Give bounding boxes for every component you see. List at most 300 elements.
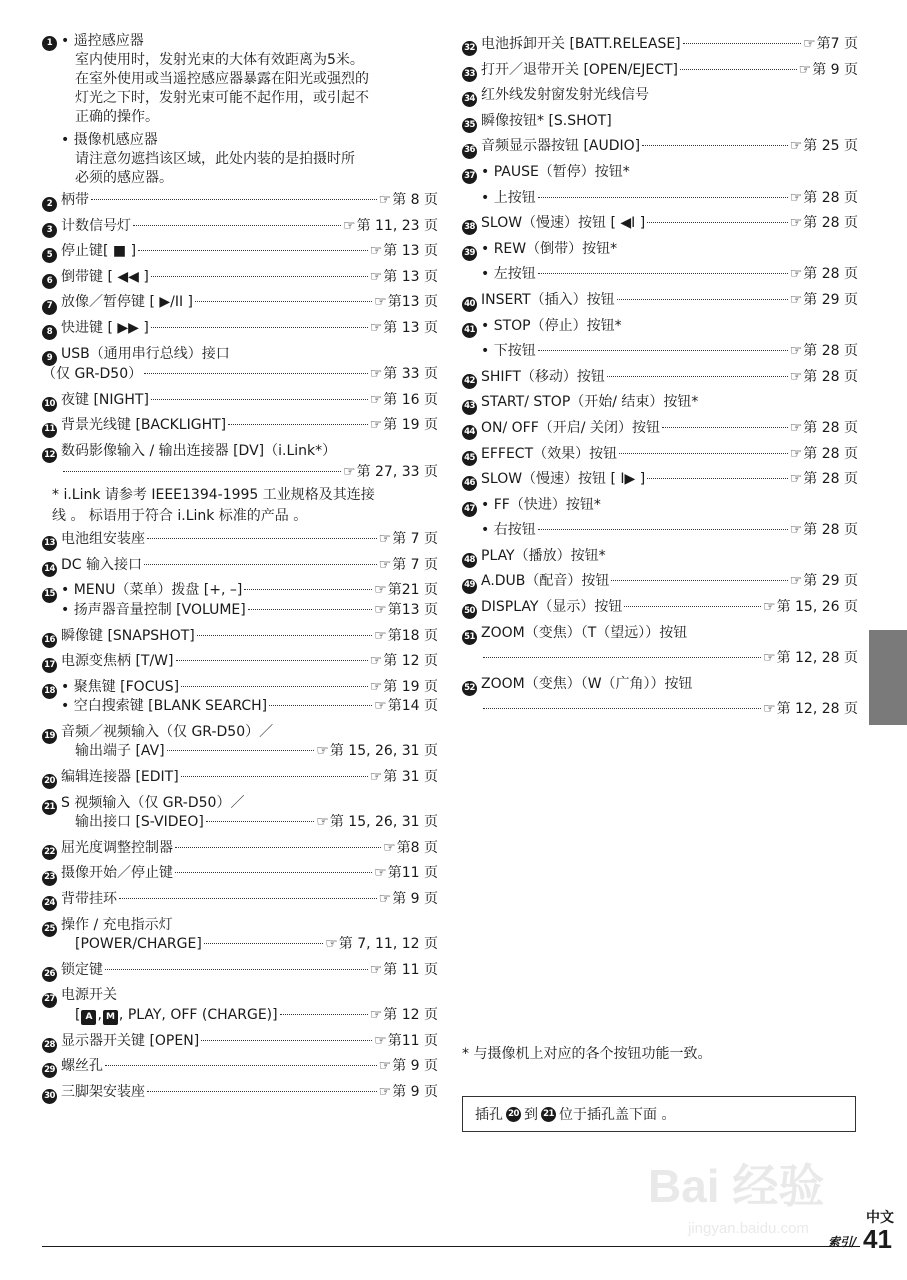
leader-dots: [91, 198, 377, 200]
page-ref: 第 11 页: [383, 961, 438, 978]
pointing-hand-icon: ☞: [378, 531, 392, 548]
entry-14: [42, 553, 438, 579]
pointing-hand-icon: ☞: [789, 573, 803, 590]
item-number: 14: [42, 562, 57, 577]
entry-label: • 遥控感应器: [61, 33, 144, 49]
entry-46: [462, 467, 858, 493]
language-label: 中文: [866, 1210, 894, 1226]
page-ref: 第 12, 28 页: [776, 701, 858, 718]
page-ref: 第13 页: [387, 601, 438, 618]
leader-dots: [167, 749, 315, 751]
entry-label: PLAY（播放）按钮*: [481, 547, 606, 564]
pointing-hand-icon: ☞: [369, 653, 383, 670]
entry-label: 音频／视频输入（仅 GR-D50）／: [61, 723, 274, 740]
pointing-hand-icon: ☞: [763, 650, 776, 667]
leader-dots: [63, 470, 341, 472]
pointing-hand-icon: ☞: [374, 865, 387, 882]
entry-label: • STOP（停止）按钮*: [481, 317, 622, 334]
watermark-brand: Bai 经验: [648, 1160, 825, 1212]
leader-dots: [144, 372, 368, 374]
item-number: 16: [42, 633, 57, 648]
divider: [42, 1246, 860, 1247]
entry-label: 屈光度调整控制器: [61, 839, 173, 856]
entry-37: [462, 160, 858, 211]
entry-text: 室内使用时，发射光束的大体有效距离为5米。: [75, 52, 364, 68]
pointing-hand-icon: ☞: [789, 291, 803, 308]
item-number: 38: [462, 220, 477, 235]
watermark: [640, 1140, 860, 1250]
leader-dots: [607, 375, 788, 377]
entry-label: 螺丝孔: [61, 1058, 103, 1075]
pointing-hand-icon: ☞: [789, 368, 803, 385]
page-ref: 第 9 页: [812, 61, 858, 78]
pointing-hand-icon: ☞: [374, 582, 387, 599]
leader-dots: [138, 249, 368, 251]
entry-label: EFFECT（效果）按钮: [481, 445, 618, 462]
leader-dots: [181, 685, 368, 687]
leader-dots: [176, 659, 368, 661]
item-number: 26: [42, 967, 57, 982]
pointing-hand-icon: ☞: [369, 1007, 383, 1023]
pointing-hand-icon: ☞: [374, 627, 387, 644]
entry-12: [42, 439, 438, 527]
item-number: 19: [42, 729, 57, 744]
pointing-hand-icon: ☞: [369, 417, 383, 434]
pointing-hand-icon: ☞: [343, 217, 356, 234]
entry-text: 必须的感应器。: [75, 170, 173, 186]
entry-39: [462, 237, 858, 288]
entry-13: [42, 527, 438, 553]
entry-49: [462, 569, 858, 595]
leader-dots: [105, 1064, 377, 1066]
leader-dots: [175, 846, 381, 848]
page-ref: 第 28 页: [803, 445, 858, 462]
item-number: 17: [42, 658, 57, 673]
entry-text: 在室外使用或当遥控感应器暴露在阳光或强烈的: [75, 71, 369, 87]
item-number: 22: [42, 845, 57, 860]
leader-dots: [147, 537, 377, 539]
item-number: 11: [42, 423, 57, 438]
entry-label: 背景光线键 [BACKLIGHT]: [61, 417, 227, 434]
entry-23: [42, 861, 438, 887]
item-number: 8: [42, 325, 57, 340]
page-ref: 第 15, 26, 31 页: [329, 743, 438, 760]
entry-label: • 左按钮: [481, 266, 536, 283]
pointing-hand-icon: ☞: [789, 189, 803, 206]
item-number: 48: [462, 553, 477, 568]
entry-label: 柄带: [61, 192, 89, 208]
item-number: 39: [462, 246, 477, 261]
entry-41: [462, 314, 858, 365]
leader-dots: [680, 68, 797, 70]
leader-dots: [647, 477, 787, 479]
item-number: 41: [462, 323, 477, 338]
pointing-hand-icon: ☞: [369, 243, 383, 260]
page-ref: 第 28 页: [803, 419, 858, 436]
entry-label: 摄像开始／停止键: [61, 865, 173, 882]
entry-47: [462, 493, 858, 544]
item-number: 50: [462, 604, 477, 619]
leader-dots: [248, 608, 372, 610]
leader-dots: [269, 704, 372, 706]
entry-label: • 上按钮: [481, 189, 536, 206]
entry-label: • 摄像机感应器: [61, 132, 158, 148]
entry-6: [42, 265, 438, 291]
entry-label: SLOW（慢速）按钮 [ ◀I ]: [481, 215, 646, 232]
entry-label: • 空白搜索键 [BLANK SEARCH]: [61, 698, 268, 715]
item-number: 44: [462, 425, 477, 440]
page-ref: 第7 页: [816, 36, 858, 52]
entry-label: ZOOM（变焦）（T（望远））按钮: [481, 624, 688, 641]
entry-label: START/ STOP（开始/ 结束）按钮*: [481, 394, 699, 411]
item-number: 37: [462, 169, 477, 184]
entry-22: [42, 836, 438, 862]
leader-dots: [175, 871, 372, 873]
entry-label: • MENU（菜单）拨盘 [+, –]: [61, 582, 243, 599]
entry-label: 瞬像键 [SNAPSHOT]: [61, 627, 195, 644]
leader-dots: [147, 1090, 377, 1092]
entry-30: [42, 1080, 438, 1106]
leader-dots: [119, 897, 377, 899]
entry-label-cont: [POWER/CHARGE]: [75, 936, 202, 953]
item-number: 27: [42, 993, 57, 1008]
leader-dots: [105, 968, 368, 970]
entry-label: 瞬像按钮* [S.SHOT]: [481, 112, 612, 129]
item-number: 1: [42, 36, 57, 51]
item-number: 46: [462, 476, 477, 491]
entry-33: [462, 58, 858, 84]
entry-label: 数码影像输入 / 输出连接器 [DV]（i.Link*）: [61, 442, 337, 459]
pointing-hand-icon: ☞: [789, 215, 803, 232]
entry-label: • REW（倒带）按钮*: [481, 240, 618, 257]
leader-dots: [683, 42, 801, 44]
page-ref: 第 29 页: [803, 291, 858, 308]
pointing-hand-icon: ☞: [369, 391, 383, 408]
entry-label-cont: 输出接口 [S-VIDEO]: [75, 814, 204, 831]
index-right-column: [462, 32, 858, 723]
entry-label: ON/ OFF（开启/ 关闭）按钮: [481, 419, 660, 436]
item-number: 3: [42, 223, 57, 238]
leader-dots: [538, 272, 788, 274]
entry-label: 音频显示器按钮 [AUDIO]: [481, 138, 641, 155]
item-number: 13: [42, 536, 57, 551]
entry-label: • 扬声器音量控制 [VOLUME]: [61, 601, 246, 618]
entry-18: [42, 675, 438, 720]
page-ref: 第 13 页: [383, 268, 438, 285]
entry-label: 编辑连接器 [EDIT]: [61, 769, 179, 786]
leader-dots: [483, 656, 761, 658]
entry-17: [42, 649, 438, 675]
leader-dots: [151, 275, 368, 277]
entry-text: 灯光之下时，发射光束可能不起作用，或引起不: [75, 90, 369, 106]
entry-24: [42, 887, 438, 913]
item-number: 10: [42, 397, 57, 412]
page-ref: 第 7, 11, 12 页: [338, 936, 438, 953]
entry-3: [42, 214, 438, 240]
entry-42: [462, 365, 858, 391]
entry-label: 倒带键 [ ◀◀ ]: [61, 268, 149, 285]
pointing-hand-icon: ☞: [374, 698, 387, 715]
entry-50: [462, 595, 858, 621]
item-number: 18: [42, 684, 57, 699]
entry-label: 电源变焦柄 [T/W]: [61, 653, 174, 670]
pointing-hand-icon: ☞: [378, 891, 392, 908]
leader-dots: [201, 1039, 372, 1041]
entry-43: [462, 390, 858, 416]
item-number: 51: [462, 630, 477, 645]
leader-dots: [538, 349, 788, 351]
note-text: 插孔: [475, 1107, 503, 1123]
page-ref: 第 11, 23 页: [356, 217, 438, 234]
pointing-hand-icon: ☞: [789, 266, 803, 283]
pointing-hand-icon: ☞: [378, 1058, 392, 1075]
page-ref: 第 13 页: [383, 243, 438, 260]
entry-52: [462, 672, 858, 723]
page-number: 41: [863, 1224, 892, 1254]
page-ref: 第 28 页: [803, 266, 858, 283]
item-number: 43: [462, 400, 477, 415]
leader-dots: [195, 300, 372, 302]
pointing-hand-icon: ☞: [369, 366, 383, 383]
item-number: 23: [42, 871, 57, 886]
item-number: 12: [42, 448, 57, 463]
entry-label: DC 输入接口: [61, 556, 143, 573]
entry-text: 请注意勿遮挡该区域，此处内装的是拍摄时所: [75, 151, 355, 167]
entry-label: SHIFT（移动）按钮: [481, 368, 605, 385]
entry-label: • 右按钮: [481, 522, 536, 539]
section-tab: [869, 630, 907, 725]
leader-dots: [617, 298, 788, 300]
index-left-column: [42, 32, 438, 1105]
pointing-hand-icon: ☞: [325, 936, 338, 953]
item-number: 21: [541, 1107, 556, 1122]
entry-label: 快进键 [ ▶▶ ]: [61, 319, 149, 336]
item-number: 29: [42, 1063, 57, 1078]
entry-48: [462, 544, 858, 570]
leader-dots: [151, 398, 368, 400]
item-number: 45: [462, 451, 477, 466]
entry-15: [42, 578, 438, 623]
entry-label: SLOW（慢速）按钮 [ I▶ ]: [481, 471, 646, 488]
page-ref: 第 28 页: [803, 368, 858, 385]
pointing-hand-icon: ☞: [763, 701, 776, 718]
entry-19: [42, 720, 438, 765]
page-ref: 第 28 页: [803, 522, 858, 539]
leader-dots: [483, 707, 761, 709]
leader-dots: [538, 528, 788, 530]
item-number: 49: [462, 579, 477, 594]
pointing-hand-icon: ☞: [789, 138, 803, 155]
pointing-hand-icon: ☞: [789, 419, 803, 436]
pointing-hand-icon: ☞: [789, 343, 803, 360]
entry-label: 红外线发射窗发射光线信号: [481, 87, 649, 104]
page-ref: 第11 页: [387, 865, 438, 882]
item-number: 28: [42, 1038, 57, 1053]
leader-dots: [204, 942, 323, 944]
entry-label: 操作 / 充电指示灯: [61, 916, 173, 933]
entry-36: [462, 134, 858, 160]
page-ref: 第 16 页: [383, 391, 438, 408]
watermark-url: jingyan.baidu.com: [688, 1220, 809, 1237]
entry-5: [42, 239, 438, 265]
page-ref: 第 12 页: [383, 1007, 438, 1023]
entry-7: [42, 290, 438, 316]
entry-8: [42, 316, 438, 342]
footnote: * 与摄像机上对应的各个按钮功能一致。: [462, 1046, 712, 1062]
page-ref: 第 19 页: [383, 678, 438, 695]
entry-label-cont: （仅 GR-D50）: [42, 366, 143, 383]
entry-label: 背带挂环: [61, 891, 117, 908]
ilink-note: * i.Link 请参考 IEEE1394-1995 工业规格及其连接 线 。 标语用于符合 i.Link 标准的产品 。: [52, 487, 375, 525]
page-ref: 第 28 页: [803, 215, 858, 232]
entry-27: [42, 983, 438, 1028]
item-number: 5: [42, 248, 57, 263]
item-number: 25: [42, 922, 57, 937]
item-number: 9: [42, 351, 57, 366]
page-ref: 第 9 页: [392, 1058, 438, 1075]
pointing-hand-icon: ☞: [789, 471, 803, 488]
entry-16: [42, 624, 438, 650]
entry-32: [462, 32, 858, 58]
entry-label: 电池组安装座: [61, 531, 145, 548]
item-number: 7: [42, 300, 57, 315]
page-ref: 第 27, 33 页: [356, 463, 438, 480]
pointing-hand-icon: ☞: [369, 769, 383, 786]
item-number: 47: [462, 502, 477, 517]
entry-label: • 聚焦键 [FOCUS]: [61, 678, 180, 695]
entry-29: [42, 1054, 438, 1080]
pointing-hand-icon: ☞: [343, 463, 356, 480]
entry-label: 计数信号灯: [61, 217, 131, 234]
leader-dots: [642, 144, 788, 146]
entry-10: [42, 388, 438, 414]
item-number: 2: [42, 197, 57, 212]
entry-label: 打开／退带开关 [OPEN/EJECT]: [481, 61, 679, 78]
entry-35: [462, 109, 858, 135]
entry-label: 停止键[ ■ ]: [61, 243, 137, 260]
item-number: 40: [462, 297, 477, 312]
entry-1: [42, 32, 438, 188]
page-ref: 第 12 页: [383, 653, 438, 670]
page-ref: 第 28 页: [803, 471, 858, 488]
leader-dots: [662, 426, 788, 428]
leader-dots: [647, 221, 787, 223]
leader-dots: [611, 579, 787, 581]
entry-51: [462, 621, 858, 672]
page-ref: 第 25 页: [803, 138, 858, 155]
pointing-hand-icon: ☞: [374, 1032, 387, 1049]
entry-26: [42, 958, 438, 984]
pointing-hand-icon: ☞: [369, 268, 383, 285]
entry-label: 锁定键: [61, 961, 103, 978]
page-ref: 第18 页: [387, 627, 438, 644]
entry-44: [462, 416, 858, 442]
item-number: 15: [42, 588, 57, 603]
entry-label: 三脚架安装座: [61, 1083, 145, 1100]
entry-label: • PAUSE（暂停）按钮*: [481, 163, 630, 180]
entry-label: DISPLAY（显示）按钮: [481, 599, 623, 616]
pointing-hand-icon: ☞: [378, 192, 392, 208]
entry-label: USB（通用串行总线）接口: [61, 345, 230, 362]
pointing-hand-icon: ☞: [369, 319, 383, 336]
item-number: 21: [42, 800, 57, 815]
entry-label-cont: [ A , M , PLAY, OFF (CHARGE)]: [75, 1003, 278, 1029]
entry-text: 正确的操作。: [75, 109, 159, 125]
page-ref: 第14 页: [387, 698, 438, 715]
page-ref: 第 12, 28 页: [776, 650, 858, 667]
note-text: 到: [524, 1107, 538, 1123]
pointing-hand-icon: ☞: [369, 961, 383, 978]
leader-dots: [144, 563, 377, 565]
note-box: [462, 1096, 856, 1132]
entry-20: [42, 765, 438, 791]
entry-2: [42, 188, 438, 214]
leader-dots: [181, 775, 368, 777]
page-ref: 第 8 页: [392, 192, 438, 208]
leader-dots: [197, 634, 372, 636]
leader-dots: [624, 605, 761, 607]
item-number: 20: [42, 774, 57, 789]
entry-38: [462, 211, 858, 237]
leader-dots: [151, 326, 368, 328]
leader-dots: [133, 224, 341, 226]
entry-label-cont: 输出端子 [AV]: [75, 743, 165, 760]
entry-21: [42, 791, 438, 836]
item-number: 34: [462, 92, 477, 107]
entry-28: [42, 1029, 438, 1055]
entry-label: ZOOM（变焦）（W（广角））按钮: [481, 675, 693, 692]
note-text: 位于插孔盖下面 。: [559, 1107, 676, 1123]
page-ref: 第11 页: [387, 1032, 438, 1049]
item-number: 32: [462, 41, 477, 56]
page-ref: 第 31 页: [383, 769, 438, 786]
pointing-hand-icon: ☞: [789, 445, 803, 462]
entry-label: S 视频输入（仅 GR-D50）／: [61, 794, 245, 811]
manual-mode-icon: M: [103, 1010, 118, 1025]
page-ref: 第13 页: [387, 294, 438, 311]
pointing-hand-icon: ☞: [763, 599, 776, 616]
pointing-hand-icon: ☞: [383, 839, 396, 856]
pointing-hand-icon: ☞: [316, 814, 329, 831]
entry-25: [42, 913, 438, 958]
leader-dots: [280, 1013, 368, 1015]
entry-9: [42, 342, 438, 388]
entry-label: A.DUB（配音）按钮: [481, 573, 610, 590]
page-ref: 第 15, 26, 31 页: [329, 814, 438, 831]
leader-dots: [538, 196, 788, 198]
item-number: 52: [462, 681, 477, 696]
entry-label: 放像／暂停键 [ ▶/II ]: [61, 294, 194, 311]
leader-dots: [228, 423, 368, 425]
entry-45: [462, 442, 858, 468]
entry-label: 夜键 [NIGHT]: [61, 391, 149, 408]
leader-dots: [244, 588, 372, 590]
item-number: 35: [462, 118, 477, 133]
auto-mode-icon: A: [81, 1010, 96, 1025]
page-ref: 第21 页: [387, 582, 438, 599]
item-number: 36: [462, 144, 477, 159]
entry-label: INSERT（插入）按钮: [481, 291, 615, 308]
entry-34: [462, 83, 858, 109]
item-number: 20: [506, 1107, 521, 1122]
entry-label: 显示器开关键 [OPEN]: [61, 1032, 200, 1049]
item-number: 42: [462, 374, 477, 389]
item-number: 6: [42, 274, 57, 289]
page-ref: 第 28 页: [803, 189, 858, 206]
entry-40: [462, 288, 858, 314]
leader-dots: [619, 452, 788, 454]
page-ref: 第 7 页: [392, 531, 438, 548]
